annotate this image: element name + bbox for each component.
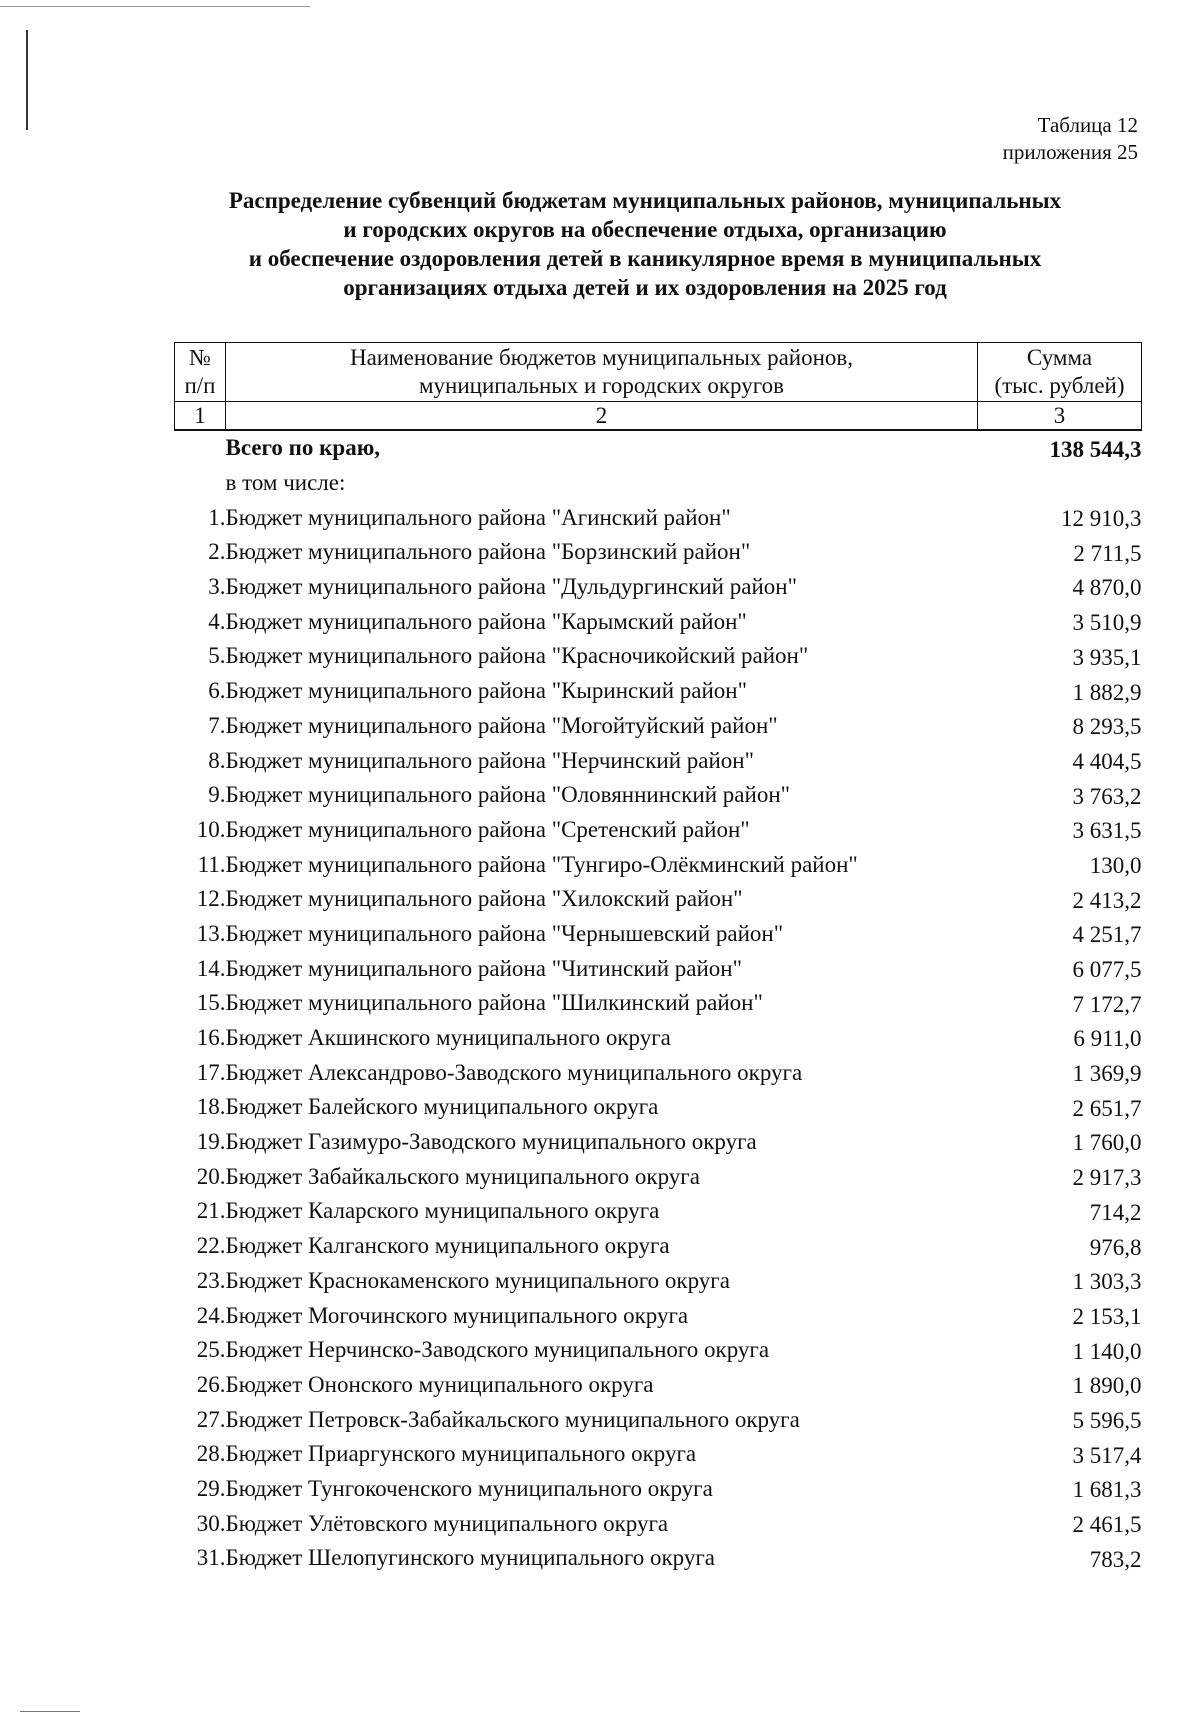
appendix-label: приложения 25 (1002, 140, 1138, 164)
table-row (175, 1021, 1142, 1056)
header-text: № (189, 345, 211, 370)
table-row (175, 1194, 1142, 1229)
row-budget-name: Бюджет Нерчинско-Заводского муниципального округа (225, 1337, 770, 1363)
table-row (175, 1264, 1142, 1299)
row-budget-name: Бюджет муниципального района "Дульдургинский район" (225, 574, 797, 600)
scan-artifact-bottom (20, 1711, 80, 1712)
table-row (175, 500, 1142, 535)
row-sum: 6 911,0 (1073, 1026, 1142, 1052)
total-value: 138 544,3 (1049, 436, 1142, 462)
row-number: 6. (208, 678, 226, 704)
table-row (175, 1159, 1142, 1194)
row-number: 7. (208, 712, 226, 738)
row-number: 24. (196, 1302, 226, 1328)
row-number: 30. (196, 1510, 226, 1536)
row-sum: 1 882,9 (1072, 679, 1142, 705)
title-line: и обеспечение оздоровления детей в каникулярное время в муниципальных (248, 246, 1042, 271)
row-sum: 1 681,3 (1072, 1477, 1142, 1503)
table-row (175, 604, 1142, 639)
row-budget-name: Бюджет муниципального района "Агинский район" (225, 504, 731, 530)
table-row (175, 813, 1142, 848)
table-row (175, 535, 1142, 570)
table-row (175, 882, 1142, 917)
row-budget-name: Бюджет муниципального района "Кыринский район" (225, 678, 747, 704)
row-sum: 2 651,7 (1072, 1095, 1142, 1121)
row-sum: 1 140,0 (1072, 1338, 1142, 1364)
row-number: 13. (196, 920, 226, 946)
row-number: 27. (196, 1406, 226, 1432)
row-sum: 3 631,5 (1072, 818, 1142, 844)
row-number: 2. (208, 539, 226, 565)
row-budget-name: Бюджет Александрово-Заводского муниципального округа (225, 1059, 803, 1085)
table-row (175, 1506, 1142, 1541)
total-row (175, 430, 1142, 466)
row-budget-name: Бюджет Приаргунского муниципального округа (225, 1441, 697, 1467)
row-number: 3. (208, 574, 226, 600)
row-sum: 3 935,1 (1072, 644, 1142, 670)
column-number: 1 (175, 402, 226, 431)
row-budget-name: Бюджет муниципального района "Оловяннинский район" (225, 782, 791, 808)
document-title (150, 186, 1140, 302)
table-row (175, 674, 1142, 709)
row-budget-name: Бюджет муниципального района "Нерчинский район" (225, 747, 754, 773)
including-row (175, 466, 1142, 501)
row-sum: 4 404,5 (1072, 748, 1142, 774)
row-number: 20. (196, 1163, 226, 1189)
row-sum: 5 596,5 (1072, 1407, 1142, 1433)
header-text: п/п (184, 373, 216, 398)
table-row (175, 1229, 1142, 1264)
table-label: Таблица 12 (1037, 113, 1138, 137)
row-number: 12. (196, 886, 226, 912)
column-number-row (175, 402, 1142, 431)
scan-artifact-top (0, 6, 310, 7)
table-row (175, 951, 1142, 986)
row-budget-name: Бюджет муниципального района "Чернышевский район" (225, 920, 784, 946)
table-body (175, 430, 1142, 1576)
table-row (175, 778, 1142, 813)
row-sum: 2 711,5 (1073, 540, 1142, 566)
table-row (175, 1055, 1142, 1090)
row-budget-name: Бюджет муниципального района "Хилокский район" (225, 886, 743, 912)
row-budget-name: Бюджет Ононского муниципального округа (225, 1371, 654, 1397)
table-row (175, 1090, 1142, 1125)
row-sum: 2 153,1 (1072, 1303, 1142, 1329)
table-reference (1003, 112, 1138, 166)
row-budget-name: Бюджет муниципального района "Сретенский район" (225, 816, 750, 842)
table-row (175, 986, 1142, 1021)
row-number: 17. (196, 1059, 226, 1085)
table-row (175, 709, 1142, 744)
row-sum: 1 760,0 (1072, 1130, 1142, 1156)
including-num-cell (175, 466, 226, 501)
row-number: 9. (208, 782, 226, 808)
row-number: 8. (208, 747, 226, 773)
row-number: 10. (196, 816, 226, 842)
row-sum: 4 251,7 (1072, 922, 1142, 948)
column-header-sum (978, 343, 1142, 402)
row-budget-name: Бюджет Балейского муниципального округа (225, 1094, 659, 1120)
including-label: в том числе: (225, 470, 346, 496)
table-row (175, 1125, 1142, 1160)
header-text: муниципальных и городских округов (419, 373, 784, 398)
table-row (175, 1368, 1142, 1403)
table-row (175, 917, 1142, 952)
row-budget-name: Бюджет Петровск-Забайкальского муниципального округа (225, 1406, 800, 1432)
row-budget-name: Бюджет Могочинского муниципального округа (225, 1302, 689, 1328)
row-number: 4. (208, 608, 226, 634)
row-budget-name: Бюджет Шелопугинского муниципального округа (225, 1545, 716, 1571)
row-number: 26. (196, 1371, 226, 1397)
row-sum: 4 870,0 (1072, 575, 1142, 601)
row-budget-name: Бюджет Забайкальского муниципального округа (225, 1163, 700, 1189)
row-budget-name: Бюджет муниципального района "Тунгиро-Олёкминский район" (225, 851, 858, 877)
row-sum: 1 369,9 (1072, 1061, 1142, 1087)
row-budget-name: Бюджет Акшинского муниципального округа (225, 1025, 671, 1051)
row-sum: 3 763,2 (1072, 783, 1142, 809)
table-header-row (175, 343, 1142, 402)
distribution-table (174, 342, 1142, 1576)
column-number: 2 (226, 402, 978, 431)
table-row (175, 1437, 1142, 1472)
row-budget-name: Бюджет муниципального района "Читинский район" (225, 955, 742, 981)
row-budget-name: Бюджет Газимуро-Заводского муниципального округа (225, 1129, 757, 1155)
row-budget-name: Бюджет муниципального района "Борзинский район" (225, 539, 751, 565)
row-budget-name: Бюджет муниципального района "Могойтуйский район" (225, 712, 778, 738)
including-value-cell (978, 466, 1142, 501)
row-sum: 130,0 (1089, 852, 1142, 878)
column-number: 3 (978, 402, 1142, 431)
row-sum: 8 293,5 (1072, 714, 1142, 740)
header-text: Сумма (1026, 345, 1093, 370)
row-budget-name: Бюджет Краснокаменского муниципального округа (225, 1267, 730, 1293)
row-number: 18. (196, 1094, 226, 1120)
row-budget-name: Бюджет Улётовского муниципального округа (225, 1510, 669, 1536)
table-row (175, 1541, 1142, 1576)
row-budget-name: Бюджет муниципального района "Шилкинский район" (225, 990, 763, 1016)
row-sum: 7 172,7 (1072, 991, 1142, 1017)
row-number: 22. (196, 1233, 226, 1259)
total-label: Всего по краю, (225, 435, 381, 461)
row-sum: 2 461,5 (1072, 1512, 1142, 1537)
title-line: и городских округов на обеспечение отдыха, организацию (343, 217, 947, 242)
table-row (175, 570, 1142, 605)
row-number: 11. (197, 851, 226, 877)
row-number: 25. (196, 1337, 226, 1363)
row-budget-name: Бюджет Каларского муниципального округа (225, 1198, 660, 1224)
column-header-number (175, 343, 226, 402)
table-row (175, 1333, 1142, 1368)
header-text: Наименование бюджетов муниципальных районов, (349, 345, 854, 370)
table-row (175, 743, 1142, 778)
row-number: 16. (196, 1025, 226, 1051)
row-sum: 3 510,9 (1072, 610, 1142, 636)
row-number: 5. (208, 643, 226, 669)
title-line: организациях отдыха детей и их оздоровления на 2025 год (343, 275, 947, 300)
row-budget-name: Бюджет Калганского муниципального округа (225, 1233, 670, 1259)
table-row (175, 639, 1142, 674)
total-num-cell (175, 430, 226, 466)
row-number: 15. (196, 990, 226, 1016)
row-number: 23. (196, 1267, 226, 1293)
table-row (175, 1472, 1142, 1507)
table-row (175, 847, 1142, 882)
row-sum: 976,8 (1089, 1234, 1142, 1260)
row-budget-name: Бюджет Тунгокоченского муниципального округа (225, 1475, 713, 1501)
row-sum: 783,2 (1089, 1546, 1142, 1572)
scan-artifact-left (26, 30, 28, 130)
row-sum: 714,2 (1089, 1199, 1142, 1225)
header-text: (тыс. рублей) (994, 373, 1125, 398)
row-sum: 12 910,3 (1061, 506, 1142, 532)
row-sum: 3 517,4 (1072, 1442, 1142, 1468)
column-header-name (226, 343, 978, 402)
row-budget-name: Бюджет муниципального района "Карымский район" (225, 608, 747, 634)
row-budget-name: Бюджет муниципального района "Красночикойский район" (225, 643, 809, 669)
row-sum: 1 890,0 (1072, 1373, 1142, 1399)
title-line: Распределение субвенций бюджетам муниципальных районов, муниципальных (228, 188, 1062, 213)
row-number: 28. (196, 1441, 226, 1467)
row-sum: 1 303,3 (1072, 1269, 1142, 1295)
table-row (175, 1298, 1142, 1333)
row-sum: 2 917,3 (1072, 1165, 1142, 1191)
row-number: 21. (196, 1198, 226, 1224)
row-number: 14. (196, 955, 226, 981)
row-sum: 2 413,2 (1072, 887, 1142, 913)
row-number: 29. (196, 1475, 226, 1501)
row-number: 19. (196, 1129, 226, 1155)
row-number: 31. (196, 1545, 226, 1571)
table-row (175, 1402, 1142, 1437)
row-number: 1. (208, 504, 226, 530)
row-sum: 6 077,5 (1072, 957, 1142, 982)
